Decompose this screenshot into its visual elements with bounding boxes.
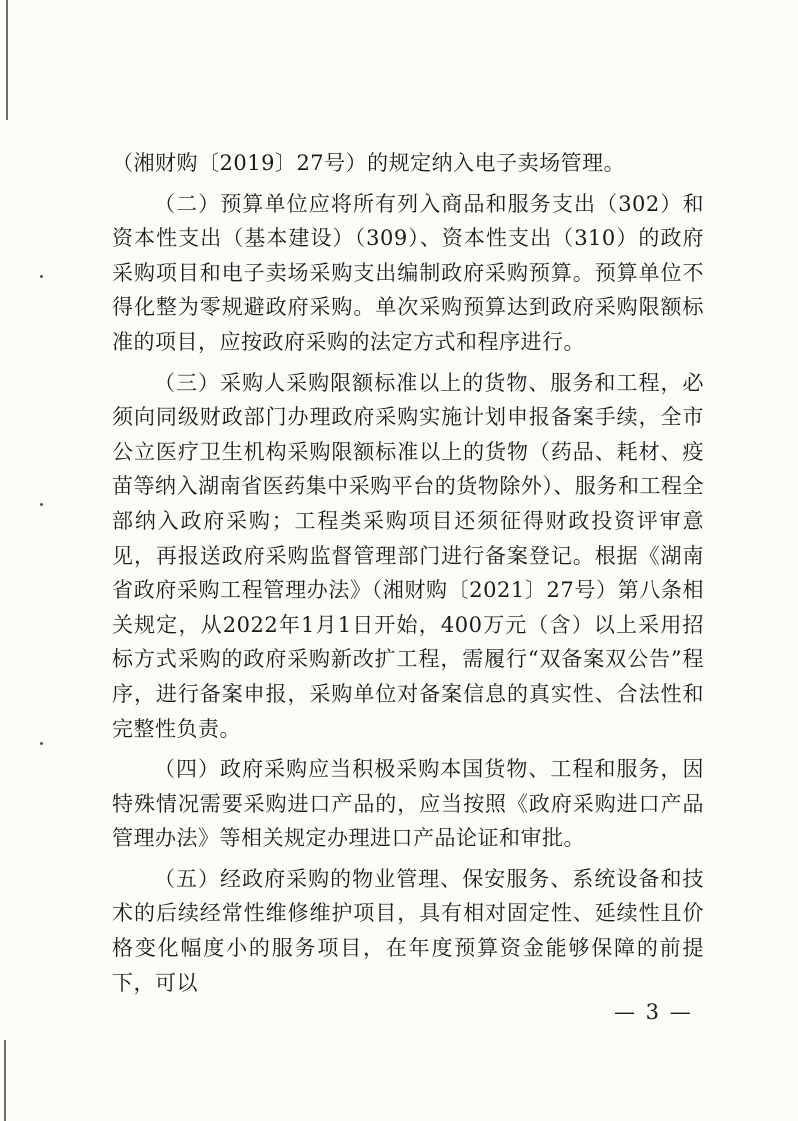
scan-speck xyxy=(40,503,43,506)
scan-speck xyxy=(40,275,43,278)
document-body xyxy=(112,146,704,1006)
paragraph-section-2: （二）预算单位应将所有列入商品和服务支出（302）和资本性支出（基本建设）（309）、资本性支出（310）的政府采购项目和电子卖场采购支出编制政府采购预算。预算单位不得化整为零规避政府采购。单次采购预算达到政府采购限额标准的项目，应按政府采购的法定方式和程序进行。 xyxy=(112,191,704,354)
scan-edge-top xyxy=(6,0,8,120)
paragraph-continuation: （湘财购〔2019〕27号）的规定纳入电子卖场管理。 xyxy=(112,151,626,175)
paragraph-section-5: （五）经政府采购的物业管理、保安服务、系统设备和技术的后续经常性维修维护项目，具有相对固定性、延续性且价格变化幅度小的服务项目，在年度预算资金能够保障的前提下，可以 xyxy=(112,866,704,995)
paragraph-section-4: （四）政府采购应当积极采购本国货物、工程和服务，因特殊情况需要采购进口产品的，应当按照《政府采购进口产品管理办法》等相关规定办理进口产品论证和审批。 xyxy=(112,757,704,851)
paragraph-section-3: （三）采购人采购限额标准以上的货物、服务和工程，必须向同级财政部门办理政府采购实施计划申报备案手续，全市公立医疗卫生机构采购限额标准以上的货物（药品、耗材、疫苗等纳入湖南省医药集中采购平台的货物除外）、服务和工程全部纳入政府采购；工程类采购项目还须征得财政投资评审意见，再报送政府采购监督管理部门进行备案登记。根据《湖南省政府采购工程管理办法》（湘财购〔2021〕27号）第八条相关规定，从2022年1月1日开始，400万元（含）以上采用招标方式采购的政府采购新改扩工程，需履行“双备案双公告”程序，进行备案申报，采购单位对备案信息的真实性、合法性和完整性负责。 xyxy=(112,370,704,741)
page-number: — 3 — xyxy=(614,1000,693,1024)
scan-speck xyxy=(40,742,43,745)
scan-edge-bottom xyxy=(4,1040,6,1121)
